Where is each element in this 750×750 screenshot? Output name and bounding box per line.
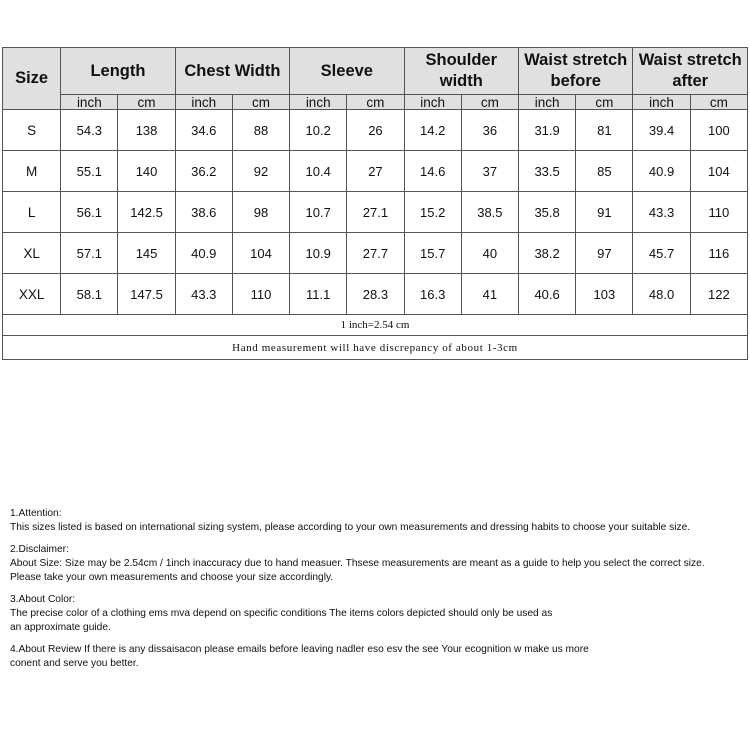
- table-cell: 16.3: [404, 274, 461, 315]
- size-label: L: [3, 192, 61, 233]
- table-cell: 57.1: [61, 233, 118, 274]
- table-cell: 26: [347, 110, 404, 151]
- table-cell: 41: [461, 274, 518, 315]
- unit-inch: inch: [404, 95, 461, 110]
- table-cell: 10.7: [290, 192, 347, 233]
- table-cell: 34.6: [175, 110, 232, 151]
- size-notes: [10, 507, 745, 679]
- table-cell: 10.4: [290, 151, 347, 192]
- table-cell: 43.3: [175, 274, 232, 315]
- table-cell: 48.0: [633, 274, 690, 315]
- table-cell: 40.6: [519, 274, 576, 315]
- note-title: 1.Attention:: [10, 508, 62, 519]
- size-label: S: [3, 110, 61, 151]
- table-cell: 40.9: [633, 151, 690, 192]
- table-cell: 55.1: [61, 151, 118, 192]
- unit-cm: cm: [118, 95, 175, 110]
- table-cell: 33.5: [519, 151, 576, 192]
- table-cell: 37: [461, 151, 518, 192]
- table-row: [3, 274, 748, 315]
- table-cell: 38.5: [461, 192, 518, 233]
- header-size: Size: [3, 48, 61, 110]
- table-cell: 27.7: [347, 233, 404, 274]
- table-cell: 97: [576, 233, 633, 274]
- conversion-note: 1 inch=2.54 cm: [3, 315, 748, 336]
- color-note: [10, 593, 745, 635]
- table-cell: 145: [118, 233, 175, 274]
- header-chest-width: Chest Width: [175, 48, 289, 95]
- unit-cm: cm: [690, 95, 747, 110]
- table-cell: 85: [576, 151, 633, 192]
- table-cell: 27.1: [347, 192, 404, 233]
- size-chart-table: [2, 47, 748, 360]
- table-row: [3, 233, 748, 274]
- note-text: 4.About Review If there is any dissaisacon please emails before leaving nadler eso esv the see Your ecognition w make us more: [10, 644, 589, 655]
- unit-cm: cm: [461, 95, 518, 110]
- review-note: [10, 643, 745, 671]
- size-label: XXL: [3, 274, 61, 315]
- header-shoulder-width: Shoulder width: [404, 48, 518, 95]
- unit-cm: cm: [347, 95, 404, 110]
- note-text: an approximate guide.: [10, 622, 111, 633]
- table-cell: 27: [347, 151, 404, 192]
- header-waist-stretch-before: Waist stretch before: [519, 48, 633, 95]
- table-cell: 11.1: [290, 274, 347, 315]
- note-text: About Size: Size may be 2.54cm / 1inch inaccuracy due to hand measuer. Thsese measurements are meant as a guide to help you select the correct size.: [10, 558, 705, 569]
- table-cell: 116: [690, 233, 747, 274]
- table-cell: 40.9: [175, 233, 232, 274]
- table-cell: 58.1: [61, 274, 118, 315]
- table-cell: 100: [690, 110, 747, 151]
- unit-header-row: [3, 95, 748, 110]
- table-cell: 28.3: [347, 274, 404, 315]
- table-cell: 103: [576, 274, 633, 315]
- table-cell: 15.7: [404, 233, 461, 274]
- table-cell: 56.1: [61, 192, 118, 233]
- unit-inch: inch: [61, 95, 118, 110]
- table-cell: 88: [232, 110, 289, 151]
- unit-inch: inch: [633, 95, 690, 110]
- table-cell: 10.9: [290, 233, 347, 274]
- conversion-note-row: [3, 315, 748, 336]
- table-cell: 122: [690, 274, 747, 315]
- table-header-row: [3, 48, 748, 95]
- table-cell: 54.3: [61, 110, 118, 151]
- table-cell: 43.3: [633, 192, 690, 233]
- table-cell: 38.6: [175, 192, 232, 233]
- table-cell: 110: [690, 192, 747, 233]
- table-cell: 110: [232, 274, 289, 315]
- table-cell: 36: [461, 110, 518, 151]
- unit-cm: cm: [232, 95, 289, 110]
- table-row: [3, 192, 748, 233]
- table-cell: 98: [232, 192, 289, 233]
- table-cell: 142.5: [118, 192, 175, 233]
- table-cell: 92: [232, 151, 289, 192]
- note-text: The precise color of a clothing ems mva depend on specific conditions The items colors depicted should only be used as: [10, 608, 553, 619]
- table-cell: 14.6: [404, 151, 461, 192]
- note-title: 2.Disclaimer:: [10, 544, 69, 555]
- size-label: XL: [3, 233, 61, 274]
- table-cell: 45.7: [633, 233, 690, 274]
- table-cell: 81: [576, 110, 633, 151]
- header-length: Length: [61, 48, 175, 95]
- table-cell: 104: [232, 233, 289, 274]
- discrepancy-note: Hand measurement will have discrepancy of about 1-3cm: [3, 336, 748, 360]
- table-cell: 14.2: [404, 110, 461, 151]
- table-cell: 91: [576, 192, 633, 233]
- unit-inch: inch: [175, 95, 232, 110]
- header-sleeve: Sleeve: [290, 48, 404, 95]
- disclaimer-note: [10, 543, 745, 585]
- table-cell: 36.2: [175, 151, 232, 192]
- table-cell: 138: [118, 110, 175, 151]
- header-waist-stretch-after: Waist stretch after: [633, 48, 748, 95]
- table-cell: 31.9: [519, 110, 576, 151]
- note-text: conent and serve you better.: [10, 658, 139, 669]
- table-cell: 104: [690, 151, 747, 192]
- table-row: [3, 151, 748, 192]
- table-cell: 39.4: [633, 110, 690, 151]
- unit-inch: inch: [290, 95, 347, 110]
- note-title: 3.About Color:: [10, 594, 76, 605]
- note-text: Please take your own measurements and choose your size accordingly.: [10, 572, 334, 583]
- table-cell: 10.2: [290, 110, 347, 151]
- table-cell: 140: [118, 151, 175, 192]
- size-label: M: [3, 151, 61, 192]
- attention-note: [10, 507, 745, 535]
- unit-cm: cm: [576, 95, 633, 110]
- table-cell: 38.2: [519, 233, 576, 274]
- discrepancy-note-row: [3, 336, 748, 360]
- table-cell: 147.5: [118, 274, 175, 315]
- table-cell: 40: [461, 233, 518, 274]
- unit-inch: inch: [519, 95, 576, 110]
- table-cell: 35.8: [519, 192, 576, 233]
- note-text: This sizes listed is based on international sizing system, please according to your own measurements and dressing habits to choose your suitable size.: [10, 522, 691, 533]
- table-cell: 15.2: [404, 192, 461, 233]
- table-row: [3, 110, 748, 151]
